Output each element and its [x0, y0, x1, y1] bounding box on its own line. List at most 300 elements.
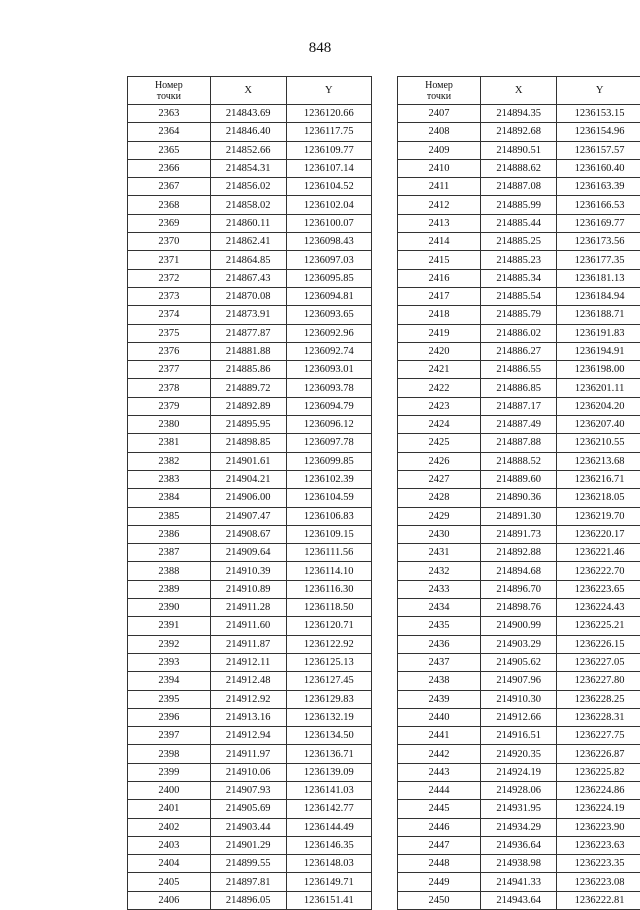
cell-point-number: 2393: [128, 653, 211, 671]
table-row: [128, 214, 372, 232]
cell-y: 1236227.75: [557, 727, 640, 745]
table-row: [398, 452, 640, 470]
cell-x: 214886.85: [481, 379, 557, 397]
table-row: [398, 287, 640, 305]
cell-y: 1236099.85: [286, 452, 371, 470]
cell-point-number: 2447: [398, 836, 481, 854]
cell-y: 1236157.57: [557, 141, 640, 159]
table-row: [128, 434, 372, 452]
cell-x: 214910.30: [481, 690, 557, 708]
cell-y: 1236224.43: [557, 599, 640, 617]
cell-y: 1236114.10: [286, 562, 371, 580]
cell-point-number: 2421: [398, 361, 481, 379]
cell-point-number: 2398: [128, 745, 211, 763]
cell-point-number: 2394: [128, 672, 211, 690]
cell-x: 214911.87: [210, 635, 286, 653]
table-row: [398, 580, 640, 598]
cell-x: 214897.81: [210, 873, 286, 891]
cell-y: 1236177.35: [557, 251, 640, 269]
cell-point-number: 2427: [398, 470, 481, 488]
cell-y: 1236104.59: [286, 489, 371, 507]
cell-y: 1236107.14: [286, 159, 371, 177]
cell-point-number: 2411: [398, 178, 481, 196]
table-row: [128, 324, 372, 342]
cell-point-number: 2378: [128, 379, 211, 397]
cell-y: 1236224.19: [557, 800, 640, 818]
cell-y: 1236127.45: [286, 672, 371, 690]
cell-y: 1236225.21: [557, 617, 640, 635]
cell-point-number: 2429: [398, 507, 481, 525]
cell-point-number: 2366: [128, 159, 211, 177]
cell-y: 1236120.66: [286, 105, 371, 123]
cell-x: 214886.55: [481, 361, 557, 379]
cell-x: 214852.66: [210, 141, 286, 159]
cell-y: 1236102.39: [286, 470, 371, 488]
cell-point-number: 2374: [128, 306, 211, 324]
cell-point-number: 2443: [398, 763, 481, 781]
table-row: [128, 818, 372, 836]
table-row: [398, 836, 640, 854]
cell-x: 214905.62: [481, 653, 557, 671]
cell-point-number: 2414: [398, 233, 481, 251]
cell-point-number: 2399: [128, 763, 211, 781]
cell-point-number: 2428: [398, 489, 481, 507]
cell-point-number: 2383: [128, 470, 211, 488]
cell-point-number: 2370: [128, 233, 211, 251]
cell-x: 214908.67: [210, 525, 286, 543]
cell-point-number: 2397: [128, 727, 211, 745]
cell-y: 1236098.43: [286, 233, 371, 251]
cell-point-number: 2438: [398, 672, 481, 690]
cell-x: 214892.89: [210, 397, 286, 415]
table-row: [398, 891, 640, 909]
table-header-row: [128, 77, 372, 105]
cell-y: 1236220.17: [557, 525, 640, 543]
header-point-number-line2: точки: [427, 91, 451, 102]
header-point-number: [398, 77, 481, 105]
header-point-number-line1: Номер: [155, 80, 183, 91]
table-row: [398, 361, 640, 379]
page-number: 848: [0, 40, 640, 57]
cell-point-number: 2404: [128, 855, 211, 873]
table-row: [398, 306, 640, 324]
table-row: [398, 599, 640, 617]
cell-point-number: 2422: [398, 379, 481, 397]
table-row: [398, 159, 640, 177]
cell-point-number: 2435: [398, 617, 481, 635]
cell-point-number: 2430: [398, 525, 481, 543]
table-row: [128, 470, 372, 488]
cell-x: 214911.60: [210, 617, 286, 635]
cell-x: 214931.95: [481, 800, 557, 818]
table-row: [128, 123, 372, 141]
cell-point-number: 2417: [398, 287, 481, 305]
table-row: [398, 708, 640, 726]
cell-point-number: 2434: [398, 599, 481, 617]
table-row: [128, 635, 372, 653]
cell-y: 1236173.56: [557, 233, 640, 251]
cell-point-number: 2446: [398, 818, 481, 836]
cell-y: 1236218.05: [557, 489, 640, 507]
header-x: X: [210, 77, 286, 105]
cell-y: 1236097.78: [286, 434, 371, 452]
cell-y: 1236223.08: [557, 873, 640, 891]
cell-y: 1236226.15: [557, 635, 640, 653]
cell-point-number: 2392: [128, 635, 211, 653]
table-row: [398, 745, 640, 763]
cell-x: 214916.51: [481, 727, 557, 745]
table-row: [128, 544, 372, 562]
table-row: [128, 507, 372, 525]
cell-y: 1236149.71: [286, 873, 371, 891]
table-row: [128, 416, 372, 434]
header-x: X: [481, 77, 557, 105]
cell-x: 214911.97: [210, 745, 286, 763]
cell-y: 1236224.86: [557, 781, 640, 799]
table-row: [128, 525, 372, 543]
cell-point-number: 2449: [398, 873, 481, 891]
cell-y: 1236227.05: [557, 653, 640, 671]
table-row: [128, 599, 372, 617]
cell-x: 214934.29: [481, 818, 557, 836]
cell-point-number: 2431: [398, 544, 481, 562]
cell-x: 214912.92: [210, 690, 286, 708]
cell-y: 1236148.03: [286, 855, 371, 873]
cell-y: 1236141.03: [286, 781, 371, 799]
table-row: [398, 562, 640, 580]
cell-y: 1236198.00: [557, 361, 640, 379]
table-row: [398, 342, 640, 360]
cell-y: 1236093.01: [286, 361, 371, 379]
table-row: [398, 781, 640, 799]
cell-point-number: 2405: [128, 873, 211, 891]
table-body-right: [398, 105, 640, 910]
cell-y: 1236194.91: [557, 342, 640, 360]
table-body-left: [128, 105, 372, 910]
cell-x: 214890.51: [481, 141, 557, 159]
cell-point-number: 2439: [398, 690, 481, 708]
cell-point-number: 2412: [398, 196, 481, 214]
table-row: [398, 416, 640, 434]
cell-x: 214900.99: [481, 617, 557, 635]
cell-y: 1236201.11: [557, 379, 640, 397]
cell-y: 1236163.39: [557, 178, 640, 196]
coordinates-table-left: [127, 76, 372, 910]
cell-x: 214890.36: [481, 489, 557, 507]
cell-x: 214887.88: [481, 434, 557, 452]
table-row: [398, 397, 640, 415]
cell-y: 1236219.70: [557, 507, 640, 525]
cell-x: 214904.21: [210, 470, 286, 488]
table-row: [128, 196, 372, 214]
cell-point-number: 2402: [128, 818, 211, 836]
table-row: [398, 818, 640, 836]
cell-x: 214887.49: [481, 416, 557, 434]
cell-point-number: 2382: [128, 452, 211, 470]
cell-point-number: 2440: [398, 708, 481, 726]
table-row: [398, 873, 640, 891]
cell-y: 1236160.40: [557, 159, 640, 177]
cell-x: 214870.08: [210, 287, 286, 305]
cell-y: 1236191.83: [557, 324, 640, 342]
cell-y: 1236225.82: [557, 763, 640, 781]
cell-y: 1236097.03: [286, 251, 371, 269]
cell-point-number: 2396: [128, 708, 211, 726]
cell-point-number: 2363: [128, 105, 211, 123]
cell-point-number: 2372: [128, 269, 211, 287]
table-row: [128, 836, 372, 854]
cell-x: 214895.95: [210, 416, 286, 434]
cell-x: 214894.68: [481, 562, 557, 580]
cell-point-number: 2416: [398, 269, 481, 287]
cell-y: 1236132.19: [286, 708, 371, 726]
cell-y: 1236228.25: [557, 690, 640, 708]
cell-x: 214891.73: [481, 525, 557, 543]
table-row: [128, 580, 372, 598]
cell-x: 214906.00: [210, 489, 286, 507]
cell-x: 214892.88: [481, 544, 557, 562]
table-row: [398, 727, 640, 745]
cell-y: 1236118.50: [286, 599, 371, 617]
cell-point-number: 2375: [128, 324, 211, 342]
cell-point-number: 2403: [128, 836, 211, 854]
cell-point-number: 2442: [398, 745, 481, 763]
header-point-number: [128, 77, 211, 105]
cell-point-number: 2391: [128, 617, 211, 635]
table-row: [398, 214, 640, 232]
cell-point-number: 2407: [398, 105, 481, 123]
table-row: [398, 690, 640, 708]
cell-point-number: 2425: [398, 434, 481, 452]
cell-x: 214886.27: [481, 342, 557, 360]
cell-point-number: 2387: [128, 544, 211, 562]
cell-x: 214928.06: [481, 781, 557, 799]
table-row: [398, 635, 640, 653]
cell-y: 1236184.94: [557, 287, 640, 305]
cell-point-number: 2441: [398, 727, 481, 745]
cell-y: 1236221.46: [557, 544, 640, 562]
cell-y: 1236169.77: [557, 214, 640, 232]
cell-point-number: 2426: [398, 452, 481, 470]
table-row: [128, 891, 372, 909]
table-row: [128, 452, 372, 470]
cell-y: 1236122.92: [286, 635, 371, 653]
cell-x: 214912.48: [210, 672, 286, 690]
cell-point-number: 2385: [128, 507, 211, 525]
table-row: [398, 763, 640, 781]
table-row: [398, 434, 640, 452]
table-row: [128, 105, 372, 123]
table-row: [128, 361, 372, 379]
cell-point-number: 2401: [128, 800, 211, 818]
cell-x: 214888.52: [481, 452, 557, 470]
cell-y: 1236094.79: [286, 397, 371, 415]
cell-point-number: 2410: [398, 159, 481, 177]
cell-point-number: 2381: [128, 434, 211, 452]
cell-x: 214887.08: [481, 178, 557, 196]
cell-point-number: 2388: [128, 562, 211, 580]
table-row: [398, 196, 640, 214]
cell-y: 1236142.77: [286, 800, 371, 818]
table-row: [398, 544, 640, 562]
cell-y: 1236139.09: [286, 763, 371, 781]
cell-x: 214911.28: [210, 599, 286, 617]
cell-point-number: 2365: [128, 141, 211, 159]
table-row: [128, 617, 372, 635]
table-row: [398, 251, 640, 269]
table-row: [398, 489, 640, 507]
cell-y: 1236226.87: [557, 745, 640, 763]
cell-y: 1236154.96: [557, 123, 640, 141]
table-row: [128, 653, 372, 671]
table-row: [128, 233, 372, 251]
table-row: [128, 379, 372, 397]
cell-point-number: 2433: [398, 580, 481, 598]
cell-point-number: 2386: [128, 525, 211, 543]
cell-y: 1236125.13: [286, 653, 371, 671]
table-row: [128, 672, 372, 690]
table-row: [128, 269, 372, 287]
cell-x: 214854.31: [210, 159, 286, 177]
table-row: [398, 379, 640, 397]
cell-x: 214920.35: [481, 745, 557, 763]
table-row: [128, 562, 372, 580]
header-point-number-line1: Номер: [425, 80, 453, 91]
cell-x: 214910.39: [210, 562, 286, 580]
cell-y: 1236120.71: [286, 617, 371, 635]
cell-x: 214858.02: [210, 196, 286, 214]
table-row: [128, 855, 372, 873]
table-row: [398, 324, 640, 342]
cell-y: 1236094.81: [286, 287, 371, 305]
table-row: [128, 159, 372, 177]
cell-x: 214913.16: [210, 708, 286, 726]
cell-x: 214903.44: [210, 818, 286, 836]
cell-y: 1236092.96: [286, 324, 371, 342]
cell-y: 1236092.74: [286, 342, 371, 360]
cell-x: 214898.85: [210, 434, 286, 452]
table-row: [128, 489, 372, 507]
cell-point-number: 2413: [398, 214, 481, 232]
cell-point-number: 2420: [398, 342, 481, 360]
cell-point-number: 2376: [128, 342, 211, 360]
cell-x: 214907.96: [481, 672, 557, 690]
cell-y: 1236102.04: [286, 196, 371, 214]
cell-y: 1236146.35: [286, 836, 371, 854]
cell-y: 1236106.83: [286, 507, 371, 525]
cell-x: 214886.02: [481, 324, 557, 342]
table-row: [128, 251, 372, 269]
cell-x: 214891.30: [481, 507, 557, 525]
cell-x: 214862.41: [210, 233, 286, 251]
table-row: [128, 397, 372, 415]
cell-x: 214843.69: [210, 105, 286, 123]
cell-y: 1236093.78: [286, 379, 371, 397]
cell-point-number: 2368: [128, 196, 211, 214]
table-row: [398, 672, 640, 690]
cell-x: 214912.11: [210, 653, 286, 671]
cell-y: 1236151.41: [286, 891, 371, 909]
cell-y: 1236210.55: [557, 434, 640, 452]
cell-y: 1236104.52: [286, 178, 371, 196]
cell-x: 214910.06: [210, 763, 286, 781]
cell-point-number: 2408: [398, 123, 481, 141]
cell-point-number: 2389: [128, 580, 211, 598]
cell-y: 1236117.75: [286, 123, 371, 141]
cell-x: 214936.64: [481, 836, 557, 854]
table-row: [128, 306, 372, 324]
table-header-row: [398, 77, 640, 105]
cell-x: 214877.87: [210, 324, 286, 342]
table-row: [128, 708, 372, 726]
cell-x: 214907.47: [210, 507, 286, 525]
cell-y: 1236204.20: [557, 397, 640, 415]
cell-y: 1236116.30: [286, 580, 371, 598]
cell-x: 214846.40: [210, 123, 286, 141]
cell-point-number: 2432: [398, 562, 481, 580]
cell-point-number: 2390: [128, 599, 211, 617]
table-row: [398, 855, 640, 873]
cell-point-number: 2395: [128, 690, 211, 708]
cell-x: 214885.99: [481, 196, 557, 214]
cell-x: 214864.85: [210, 251, 286, 269]
table-row: [398, 653, 640, 671]
cell-x: 214910.89: [210, 580, 286, 598]
cell-x: 214889.72: [210, 379, 286, 397]
cell-x: 214899.55: [210, 855, 286, 873]
cell-y: 1236096.12: [286, 416, 371, 434]
table-row: [128, 727, 372, 745]
cell-y: 1236188.71: [557, 306, 640, 324]
table-row: [398, 233, 640, 251]
cell-x: 214901.61: [210, 452, 286, 470]
table-row: [128, 342, 372, 360]
table-row: [128, 781, 372, 799]
cell-x: 214888.62: [481, 159, 557, 177]
cell-x: 214894.35: [481, 105, 557, 123]
cell-y: 1236222.81: [557, 891, 640, 909]
cell-y: 1236216.71: [557, 470, 640, 488]
cell-x: 214905.69: [210, 800, 286, 818]
cell-point-number: 2377: [128, 361, 211, 379]
cell-y: 1236181.13: [557, 269, 640, 287]
cell-y: 1236109.15: [286, 525, 371, 543]
cell-point-number: 2400: [128, 781, 211, 799]
cell-point-number: 2406: [128, 891, 211, 909]
cell-x: 214912.66: [481, 708, 557, 726]
cell-y: 1236144.49: [286, 818, 371, 836]
cell-point-number: 2379: [128, 397, 211, 415]
cell-x: 214885.34: [481, 269, 557, 287]
table-row: [398, 141, 640, 159]
cell-x: 214941.33: [481, 873, 557, 891]
table-row: [128, 873, 372, 891]
cell-x: 214896.05: [210, 891, 286, 909]
table-row: [128, 287, 372, 305]
cell-x: 214912.94: [210, 727, 286, 745]
cell-x: 214892.68: [481, 123, 557, 141]
table-row: [398, 525, 640, 543]
cell-y: 1236134.50: [286, 727, 371, 745]
cell-x: 214903.29: [481, 635, 557, 653]
cell-y: 1236227.80: [557, 672, 640, 690]
cell-y: 1236223.63: [557, 836, 640, 854]
header-point-number-line2: точки: [157, 91, 181, 102]
cell-x: 214896.70: [481, 580, 557, 598]
cell-x: 214885.86: [210, 361, 286, 379]
cell-y: 1236129.83: [286, 690, 371, 708]
cell-point-number: 2367: [128, 178, 211, 196]
